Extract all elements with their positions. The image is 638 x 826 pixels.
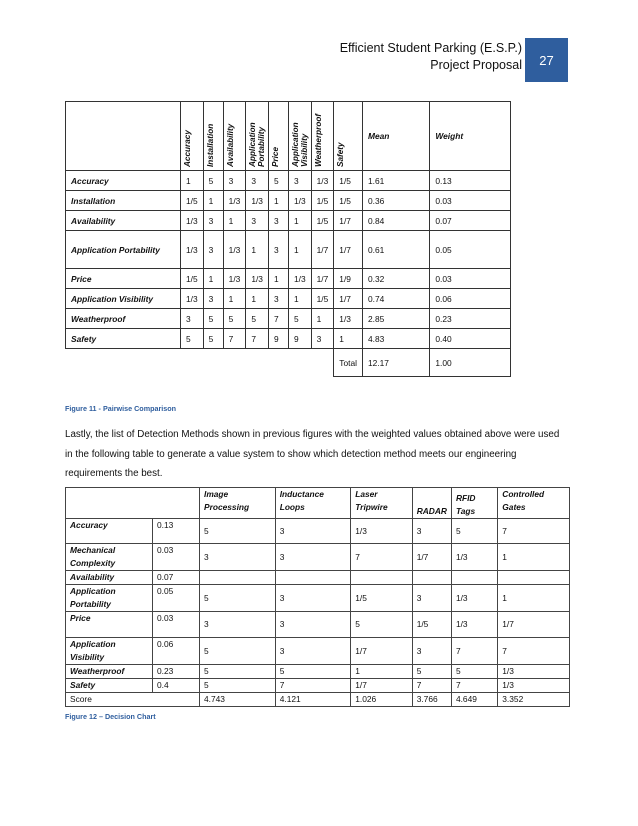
score-cell: 4.743 <box>200 693 276 707</box>
column-header: Installation <box>203 102 223 171</box>
table-cell: 3 <box>246 211 269 231</box>
row-weight: 0.13 <box>153 519 200 544</box>
page-header <box>340 40 522 74</box>
table-cell: 1 <box>288 211 311 231</box>
table-cell: 1 <box>288 231 311 269</box>
table-cell: 1/5 <box>334 191 363 211</box>
row-label: Application Visibility <box>66 289 181 309</box>
table-cell: 1/9 <box>334 269 363 289</box>
mean-cell: 1.61 <box>362 171 429 191</box>
table-cell: 1 <box>268 191 288 211</box>
table-cell: 7 <box>498 519 570 544</box>
table-cell <box>200 571 276 585</box>
table-cell: 1 <box>203 191 223 211</box>
table-row <box>66 519 570 544</box>
table-cell: 3 <box>275 612 351 638</box>
column-header: Price <box>268 102 288 171</box>
table-cell: 1/5 <box>311 211 334 231</box>
table-cell: 5 <box>181 329 204 349</box>
row-weight: 0.23 <box>153 665 200 679</box>
column-header: Application Portability <box>246 102 269 171</box>
table-cell: 3 <box>288 171 311 191</box>
row-label: Price <box>66 612 153 638</box>
row-label: Weatherproof <box>66 665 153 679</box>
column-header: Image Processing <box>200 488 276 519</box>
table-cell: 1 <box>181 171 204 191</box>
table-cell: 1/3 <box>498 679 570 693</box>
table-cell: 7 <box>246 329 269 349</box>
table-cell: 1/5 <box>351 585 412 612</box>
table-cell: 1/5 <box>334 171 363 191</box>
table-cell: 5 <box>288 309 311 329</box>
row-label: Installation <box>66 191 181 211</box>
table-cell: 9 <box>288 329 311 349</box>
row-label: Availability <box>66 211 181 231</box>
table-cell: 1/3 <box>181 211 204 231</box>
column-header: RFID Tags <box>451 488 497 519</box>
table-cell: 5 <box>451 519 497 544</box>
table-cell: 3 <box>268 231 288 269</box>
table-cell: 5 <box>246 309 269 329</box>
row-weight: 0.06 <box>153 638 200 665</box>
table-cell: 7 <box>412 679 451 693</box>
table-cell: 3 <box>246 171 269 191</box>
table-cell: 1/3 <box>181 289 204 309</box>
table-cell: 1/7 <box>412 544 451 571</box>
table-row <box>66 231 511 269</box>
table-cell: 7 <box>275 679 351 693</box>
table-row <box>66 289 511 309</box>
score-cell: 3.766 <box>412 693 451 707</box>
row-weight: 0.05 <box>153 585 200 612</box>
row-label: Application Visibility <box>66 638 153 665</box>
table-cell: 1 <box>351 665 412 679</box>
table-cell: 1/3 <box>223 269 246 289</box>
table-header-row <box>66 102 511 171</box>
table-cell: 1 <box>334 329 363 349</box>
table-cell: 5 <box>451 665 497 679</box>
table-cell: 5 <box>200 665 276 679</box>
table-row <box>66 329 511 349</box>
table-cell: 1/7 <box>311 269 334 289</box>
weight-cell: 0.03 <box>430 191 511 211</box>
column-header: Application Visibility <box>288 102 311 171</box>
table-cell: 1/3 <box>451 612 497 638</box>
table-cell: 1/3 <box>334 309 363 329</box>
column-header: RADAR <box>412 488 451 519</box>
table-cell: 1/5 <box>181 269 204 289</box>
table-cell: 5 <box>200 585 276 612</box>
table-cell: 1/5 <box>311 289 334 309</box>
corner-cell <box>66 488 200 519</box>
table-cell: 3 <box>412 519 451 544</box>
table-cell: 5 <box>351 612 412 638</box>
table-cell <box>498 571 570 585</box>
table-row <box>66 638 570 665</box>
weight-cell: 0.40 <box>430 329 511 349</box>
weight-header: Weight <box>430 102 511 171</box>
table-body <box>66 171 511 349</box>
table-cell: 1/3 <box>288 191 311 211</box>
table-cell: 5 <box>275 665 351 679</box>
table-cell: 3 <box>275 585 351 612</box>
column-header: Inductance Loops <box>275 488 351 519</box>
table-cell: 5 <box>223 309 246 329</box>
table-cell: 7 <box>223 329 246 349</box>
table-row <box>66 571 570 585</box>
table-cell: 3 <box>275 519 351 544</box>
table-row <box>66 665 570 679</box>
table-cell: 1 <box>223 211 246 231</box>
table-cell: 1/7 <box>351 638 412 665</box>
column-header: Availability <box>223 102 246 171</box>
column-header: Laser Tripwire <box>351 488 412 519</box>
table-cell: 1 <box>246 231 269 269</box>
weight-cell: 0.03 <box>430 269 511 289</box>
row-label: Safety <box>66 679 153 693</box>
row-label: Application Portability <box>66 231 181 269</box>
table-cell: 1/7 <box>498 612 570 638</box>
table-cell: 1 <box>246 289 269 309</box>
table-header-row <box>66 488 570 519</box>
table-row <box>66 211 511 231</box>
table-cell: 1/5 <box>311 191 334 211</box>
table-cell: 1/7 <box>334 211 363 231</box>
header-title: Efficient Student Parking (E.S.P.) <box>339 41 522 55</box>
table-cell: 5 <box>203 309 223 329</box>
row-label: Application Portability <box>66 585 153 612</box>
table-row <box>66 585 570 612</box>
table-cell: 1/5 <box>181 191 204 211</box>
table-cell: 7 <box>498 638 570 665</box>
table-row <box>66 612 570 638</box>
row-weight: 0.07 <box>153 571 200 585</box>
table-cell: 3 <box>203 211 223 231</box>
row-label: Weatherproof <box>66 309 181 329</box>
total-label: Total <box>334 349 363 377</box>
mean-cell: 4.83 <box>362 329 429 349</box>
table-cell: 1/3 <box>288 269 311 289</box>
table-cell: 3 <box>412 585 451 612</box>
table-cell: 1 <box>311 309 334 329</box>
table-cell: 3 <box>275 638 351 665</box>
decision-chart-table <box>65 487 570 707</box>
table-cell: 3 <box>223 171 246 191</box>
table-cell: 7 <box>451 679 497 693</box>
table-row <box>66 191 511 211</box>
total-row <box>66 349 511 377</box>
row-weight: 0.03 <box>153 612 200 638</box>
table-cell: 1/3 <box>246 191 269 211</box>
table-cell: 1/3 <box>451 544 497 571</box>
table-cell: 1 <box>268 269 288 289</box>
table-cell: 1 <box>203 269 223 289</box>
table-body <box>66 488 570 707</box>
score-cell: 1.026 <box>351 693 412 707</box>
table-cell: 3 <box>268 211 288 231</box>
mean-cell: 0.84 <box>362 211 429 231</box>
row-label: Price <box>66 269 181 289</box>
score-cell: 3.352 <box>498 693 570 707</box>
page-number: 27 <box>539 52 554 68</box>
table-cell: 3 <box>268 289 288 309</box>
table-cell: 3 <box>200 544 276 571</box>
table-cell: 9 <box>268 329 288 349</box>
row-label: Availability <box>66 571 153 585</box>
table-cell: 5 <box>268 171 288 191</box>
table-cell: 1/3 <box>498 665 570 679</box>
table-cell: 3 <box>275 544 351 571</box>
table-row <box>66 269 511 289</box>
table-cell: 1/3 <box>223 231 246 269</box>
table-row <box>66 171 511 191</box>
table-cell: 7 <box>268 309 288 329</box>
table-cell: 5 <box>200 679 276 693</box>
table-cell: 5 <box>203 329 223 349</box>
weight-cell: 0.06 <box>430 289 511 309</box>
column-header: Safety <box>334 102 363 171</box>
table-cell: 1/3 <box>451 585 497 612</box>
mean-cell: 0.74 <box>362 289 429 309</box>
figure-12-caption: Figure 12 – Decision Chart <box>65 712 156 721</box>
header-subtitle: Project Proposal <box>430 58 522 72</box>
table-cell: 3 <box>203 289 223 309</box>
column-header: Accuracy <box>181 102 204 171</box>
table-row <box>66 679 570 693</box>
table-cell: 1/3 <box>223 191 246 211</box>
table-cell: 1 <box>498 544 570 571</box>
table-cell: 1/3 <box>181 231 204 269</box>
table-cell: 1/3 <box>351 519 412 544</box>
table-cell <box>275 571 351 585</box>
mean-cell: 2.85 <box>362 309 429 329</box>
weight-cell: 0.05 <box>430 231 511 269</box>
row-weight: 0.03 <box>153 544 200 571</box>
mean-cell: 0.61 <box>362 231 429 269</box>
table-cell: 1/7 <box>334 289 363 309</box>
table-cell: 1/7 <box>311 231 334 269</box>
weight-cell: 0.23 <box>430 309 511 329</box>
score-cell: 4.649 <box>451 693 497 707</box>
table-cell: 5 <box>412 665 451 679</box>
table-cell: 1/3 <box>246 269 269 289</box>
page-number-badge <box>525 38 568 82</box>
weight-cell: 0.07 <box>430 211 511 231</box>
table-cell: 3 <box>311 329 334 349</box>
table-cell: 7 <box>351 544 412 571</box>
row-label: Accuracy <box>66 519 153 544</box>
mean-header: Mean <box>362 102 429 171</box>
row-label: Accuracy <box>66 171 181 191</box>
row-weight: 0.4 <box>153 679 200 693</box>
table-cell: 3 <box>200 612 276 638</box>
row-label: Mechanical Complexity <box>66 544 153 571</box>
table-cell: 7 <box>451 638 497 665</box>
table-row <box>66 544 570 571</box>
table-cell: 5 <box>200 638 276 665</box>
total-weight: 1.00 <box>430 349 511 377</box>
figure-11-caption: Figure 11 - Pairwise Comparison <box>65 404 177 413</box>
column-header: Controlled Gates <box>498 488 570 519</box>
corner-cell <box>66 102 181 171</box>
table-cell: 1 <box>288 289 311 309</box>
table-cell: 3 <box>203 231 223 269</box>
table-row <box>66 309 511 329</box>
pairwise-comparison-table <box>65 101 511 377</box>
table-cell: 1/7 <box>351 679 412 693</box>
row-label: Safety <box>66 329 181 349</box>
table-cell <box>412 571 451 585</box>
table-cell: 3 <box>412 638 451 665</box>
score-label: Score <box>66 693 200 707</box>
table-cell: 1/7 <box>334 231 363 269</box>
table-cell: 3 <box>181 309 204 329</box>
table-cell: 1/3 <box>311 171 334 191</box>
weight-cell: 0.13 <box>430 171 511 191</box>
score-row <box>66 693 570 707</box>
table-cell: 1 <box>498 585 570 612</box>
body-paragraph: Lastly, the list of Detection Methods shown in previous figures with the weighted values obtained above were used in the following table to generate a value system to show which detection method meets our engineering requirements the best. <box>65 429 560 479</box>
column-header: Weatherproof <box>311 102 334 171</box>
table-cell: 1 <box>223 289 246 309</box>
table-cell: 5 <box>200 519 276 544</box>
mean-cell: 0.32 <box>362 269 429 289</box>
table-cell: 1/5 <box>412 612 451 638</box>
table-cell <box>451 571 497 585</box>
total-mean: 12.17 <box>362 349 429 377</box>
score-cell: 4.121 <box>275 693 351 707</box>
mean-cell: 0.36 <box>362 191 429 211</box>
table-cell: 5 <box>203 171 223 191</box>
table-cell <box>351 571 412 585</box>
